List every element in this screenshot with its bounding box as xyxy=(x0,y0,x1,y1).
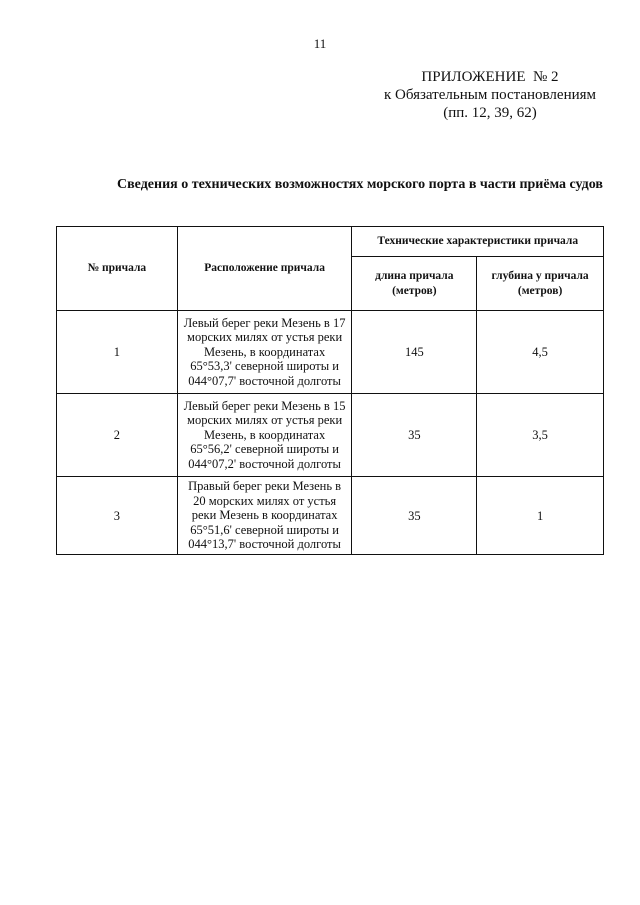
header-technical: Технические характеристики причала xyxy=(352,227,604,257)
cell-location: Левый берег реки Мезень в 17 морских милях от устья реки Мезень, в координатах 65°53,3' северной широты и 044°07,7' восточной долготы xyxy=(177,311,352,394)
page-number: 11 xyxy=(313,36,327,51)
appendix-clauses: (пп. 12, 39, 62) xyxy=(443,105,537,121)
table-row xyxy=(57,477,604,555)
appendix-reference: к Обязательным постановлениям xyxy=(383,87,597,103)
table-row xyxy=(57,311,604,394)
header-length: длина причала (метров) xyxy=(352,257,477,311)
cell-length: 145 xyxy=(352,311,477,394)
cell-length: 35 xyxy=(352,477,477,555)
header-depth: глубина у причала (метров) xyxy=(477,257,604,311)
table-row xyxy=(57,394,604,477)
header-location: Расположение причала xyxy=(177,227,352,311)
cell-depth: 3,5 xyxy=(477,394,604,477)
berths-table xyxy=(56,226,604,555)
cell-berth-number: 2 xyxy=(57,394,178,477)
document-title: Сведения о технических возможностях морского порта в части приёма судов xyxy=(117,177,603,192)
cell-depth: 4,5 xyxy=(477,311,604,394)
cell-location: Левый берег реки Мезень в 15 морских милях от устья реки Мезень, в координатах 65°56,2' северной широты и 044°07,2' восточной долготы xyxy=(177,394,352,477)
header-berth-number: № причала xyxy=(57,227,178,311)
appendix-header xyxy=(360,68,620,122)
table-header-row xyxy=(57,227,604,257)
appendix-title: ПРИЛОЖЕНИЕ № 2 xyxy=(421,69,559,85)
cell-location: Правый берег реки Мезень в 20 морских милях от устья реки Мезень в координатах 65°51,6' северной широты и 044°13,7' восточной долготы xyxy=(177,477,352,555)
cell-length: 35 xyxy=(352,394,477,477)
cell-berth-number: 3 xyxy=(57,477,178,555)
cell-depth: 1 xyxy=(477,477,604,555)
cell-berth-number: 1 xyxy=(57,311,178,394)
